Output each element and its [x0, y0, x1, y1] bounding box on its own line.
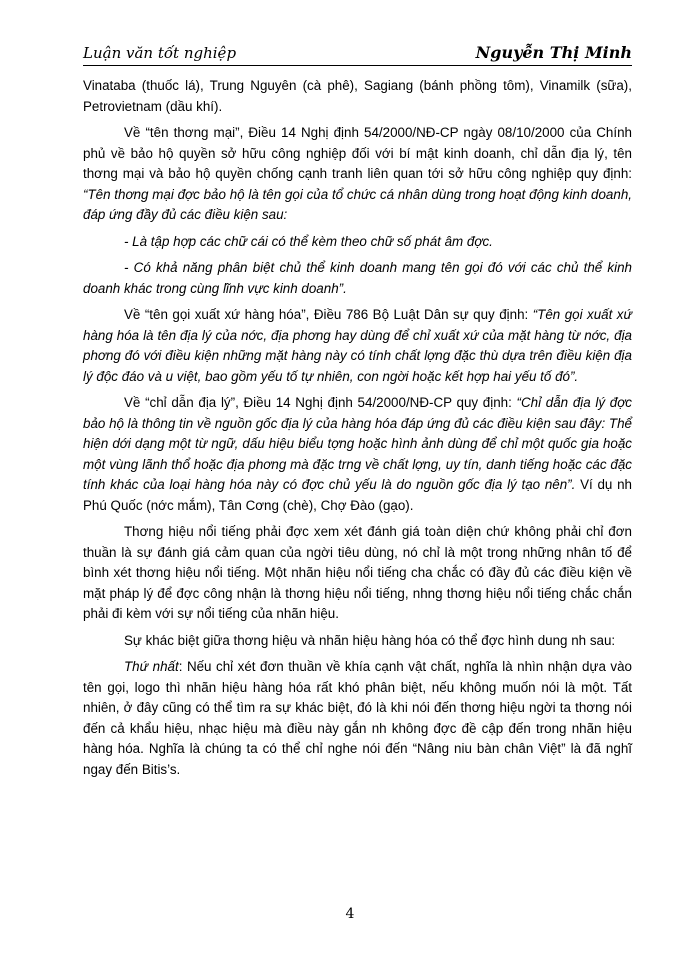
- paragraph-difference-intro: Sự khác biệt giữa thơng hiệu và nhãn hiệu hàng hóa có thể đợc hình dung nh sau:: [124, 632, 616, 648]
- header-title: Luận văn tốt nghiệp: [83, 44, 237, 62]
- paragraph-condition-2: - Có khả năng phân biệt chủ thể kinh doanh mang tên gọi đó với các chủ thể kinh doanh khác trong cùng lĩnh vực kinh doanh”.: [83, 260, 632, 296]
- page-number: 4: [345, 906, 355, 922]
- header-divider: [83, 65, 632, 66]
- paragraph-first-difference: Thứ nhất: Nếu chỉ xét đơn thuần về khía cạnh vật chất, nghĩa là nhìn nhận dựa vào tên gọi, logo thì nhãn hiệu hàng hóa rất khó phân biệt, nếu không muốn nói là một. Tất nhiên, ở đây cũng có thể tìm ra sự khác biệt, đó là khi nói đến thơng hiệu ngời ta thơng nói đến cả khẩu hiệu, nhạc hiệu mà điều này gắn nh không đợc đề cập đến trong nhãn hiệu hàng hóa. Nghĩa là chúng ta có thể chỉ nghe nói đến “Nâng niu bàn chân Việt” là đã nghĩ ngay đến Bitis’s.: [83, 659, 632, 777]
- header-author: Nguyễn Thị Minh: [475, 43, 632, 62]
- paragraph-trade-name: Về “tên thơng mại”, Điều 14 Nghị định 54/2000/NĐ-CP ngày 08/10/2000 của Chính phủ về bảo hộ quyền sở hữu công nghiệp đối với bí mật kinh doanh, chỉ dẫn địa lý, tên thơng mại và bảo hộ quyền chống cạnh tranh liên quan tới sở hữu công nghiệp quy định: “Tên thơng mại đợc bảo hộ là tên gọi của tổ chức cá nhân dùng trong hoạt động kinh doanh, đáp ứng đầy đủ các điều kiện sau:: [83, 125, 632, 222]
- paragraph-origin-name: Về “tên gọi xuất xứ hàng hóa”, Điều 786 Bộ Luật Dân sự quy định: “Tên gọi xuất xứ hàng hóa là tên địa lý của nớc, địa phơng hay dùng để chỉ xuất xứ của mặt hàng từ nớc, địa phơng đó với điều kiện những mặt hàng này có tính chất lợng đặc thù dựa trên điều kiện địa lý độc đáo và u việt, bao gồm yếu tố tự nhiên, con ngời hoặc kết hợp hai yếu tố đó”.: [83, 307, 632, 384]
- paragraph-geographical-indication: Về “chỉ dẫn địa lý”, Điều 14 Nghị định 54/2000/NĐ-CP quy định: “Chỉ dẫn địa lý đợc bảo hộ là thông tin về nguồn gốc địa lý của hàng hóa đáp ứng đủ các điều kiện sau đây: Thể hiện dới dạng một từ ngữ, dấu hiệu biểu tợng hoặc hình ảnh dùng để chỉ một quốc gia hoặc một vùng lãnh thổ hoặc địa phơng mà đặc trng về chất lợng, uy tín, danh tiếng hoặc các đặc tính khác của loại hàng hóa này có đợc chủ yếu là do nguồn gốc địa lý tạo nên”. Ví dụ nh Phú Quốc (nớc mắm), Tân Cơng (chè), Chợ Đào (gạo).: [83, 395, 632, 513]
- paragraph-1: Vinataba (thuốc lá), Trung Nguyên (cà phê), Sagiang (bánh phồng tôm), Vinamilk (sữa), Petrovietnam (dầu khí).: [83, 78, 632, 114]
- paragraph-condition-1: - Là tập hợp các chữ cái có thể kèm theo chữ số phát âm đợc.: [124, 233, 493, 249]
- page-header: [83, 38, 632, 66]
- document-body: [83, 76, 632, 786]
- paragraph-famous-brand: Thơng hiệu nổi tiếng phải đợc xem xét đánh giá toàn diện chứ không phải chỉ đơn thuần là sự đánh giá cảm quan của ngời tiêu dùng, nó chỉ là một trong những nhân tố để bình xét thơng hiệu nổi tiếng. Một nhãn hiệu nổi tiếng cha chắc có đầy đủ các điều kiện về mặt pháp lý để đợc công nhận là thơng hiệu nổi tiếng, nhng thơng hiệu nổi tiếng chắc chắn phải đi kèm với sự nổi tiếng của nhãn hiệu.: [83, 524, 632, 621]
